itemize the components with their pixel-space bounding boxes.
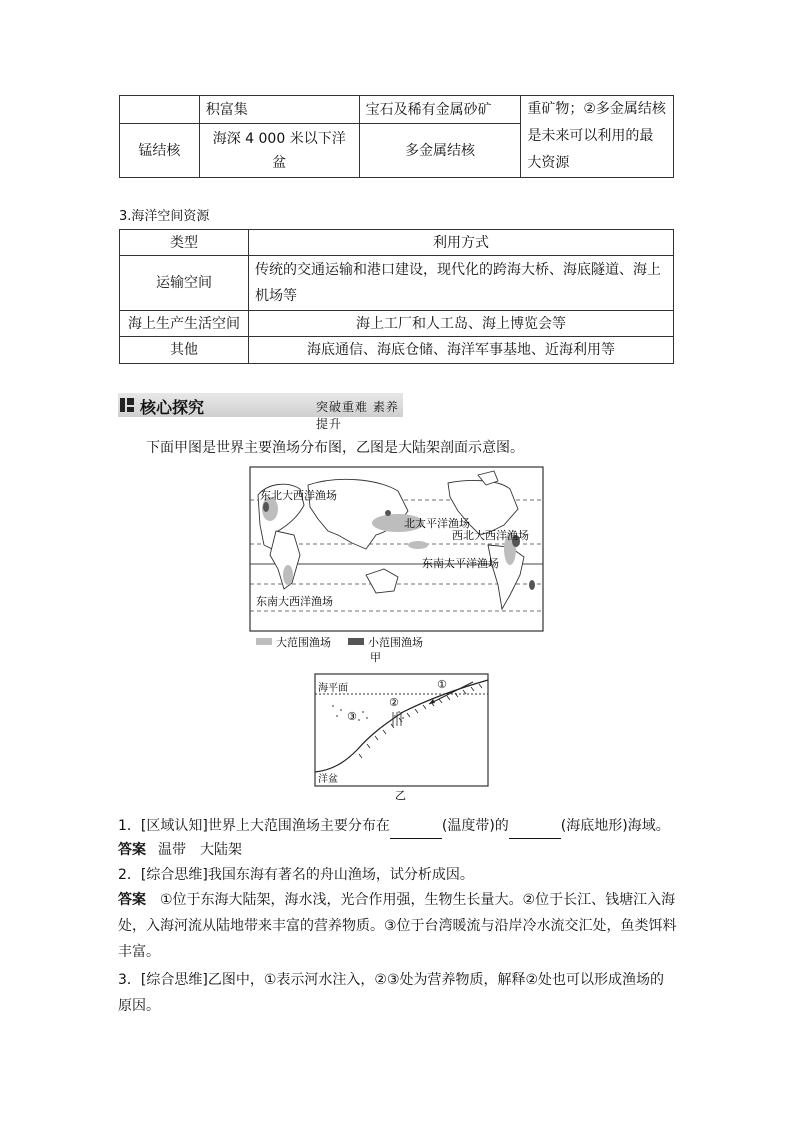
question-3: 3．[综合思维]乙图中，①表示河水注入，②③处为营养物质，解释②处也可以形成渔场的原因。 [118, 972, 665, 1014]
continental-shelf-profile [313, 672, 493, 802]
table-cell-use: 传统的交通运输和港口建设，现代化的跨海大桥、海底隧道、海上机场等 [249, 256, 674, 311]
label-ne-atlantic: 东北大西洋渔场 [260, 489, 337, 502]
section-banner [118, 393, 403, 431]
legend-small-label: 小范围渔场 [368, 636, 423, 649]
banner-title: 核心探究 [140, 398, 205, 417]
table1-cell: 宝石及稀有金属砂矿 [359, 96, 521, 124]
table-cell-type: 其他 [120, 337, 249, 364]
profile-caption: 乙 [395, 789, 406, 802]
label-nw-atlantic: 西北大西洋渔场 [452, 529, 529, 542]
section-title: 3.海洋空间资源 [119, 209, 210, 224]
marker-1: ① [437, 678, 447, 691]
question-2: 2．[综合思维]我国东海有著名的舟山渔场，试分析成因。 [118, 867, 474, 883]
table-header: 利用方式 [249, 230, 674, 256]
table1-cell: 海深 4 000 米以下洋盆 [199, 124, 359, 178]
table1-cell: 积富集 [199, 96, 359, 124]
label-n-pacific: 北太平洋渔场 [404, 517, 470, 530]
answer-1: 答案 温带 大陆架 [118, 842, 242, 858]
marker-3: ③ [347, 710, 357, 723]
table1-cell: 多金属结核 [359, 124, 521, 178]
intro-text: 下面甲图是世界主要渔场分布图，乙图是大陆架剖面示意图。 [146, 440, 524, 456]
label-se-pacific: 东南太平洋渔场 [422, 557, 499, 570]
answer-blank [390, 824, 442, 839]
map-caption: 甲 [370, 651, 381, 664]
mineral-table [119, 95, 674, 178]
ocean-space-table [119, 229, 674, 364]
table-cell-use: 海底通信、海底仓储、海洋军事基地、近海利用等 [249, 337, 674, 364]
table1-cell: 锰结核 [120, 124, 200, 178]
legend-small-swatch [348, 638, 364, 645]
answer-2: 答案 ①位于东海大陆架，海水浅，光合作用强，生物生长量大。②位于长江、钱塘江入海处，入海河流从陆地带来丰富的营养物质。③位于台湾暖流与沿岸冷水流交汇处，鱼类饵料丰富。 [118, 892, 677, 960]
answer-blank [509, 824, 561, 839]
label-se-atlantic: 东南大西洋渔场 [256, 595, 333, 608]
marker-2: ② [389, 696, 399, 709]
table-cell-use: 海上工厂和人工岛、海上博览会等 [249, 311, 674, 337]
table1-merged-cell: 重矿物；②多金属结核是未来可以利用的最大资源 [521, 96, 674, 178]
question-1: 1．[区域认知]世界上大范围渔场主要分布在 (温度带)的 (海底地形)海域。 [118, 813, 670, 839]
legend-large-label: 大范围渔场 [276, 636, 331, 649]
world-fishery-map [248, 465, 548, 695]
banner-icon [120, 398, 134, 412]
table-header: 类型 [120, 230, 249, 256]
sea-level-label: 海平面 [318, 683, 348, 694]
table1-cell [120, 96, 200, 124]
legend-large-swatch [256, 638, 272, 645]
banner-subtitle: 突破重难 素养提升 [316, 400, 399, 431]
basin-label: 洋盆 [318, 774, 338, 785]
table-cell-type: 运输空间 [120, 256, 249, 311]
table-cell-type: 海上生产生活空间 [120, 311, 249, 337]
